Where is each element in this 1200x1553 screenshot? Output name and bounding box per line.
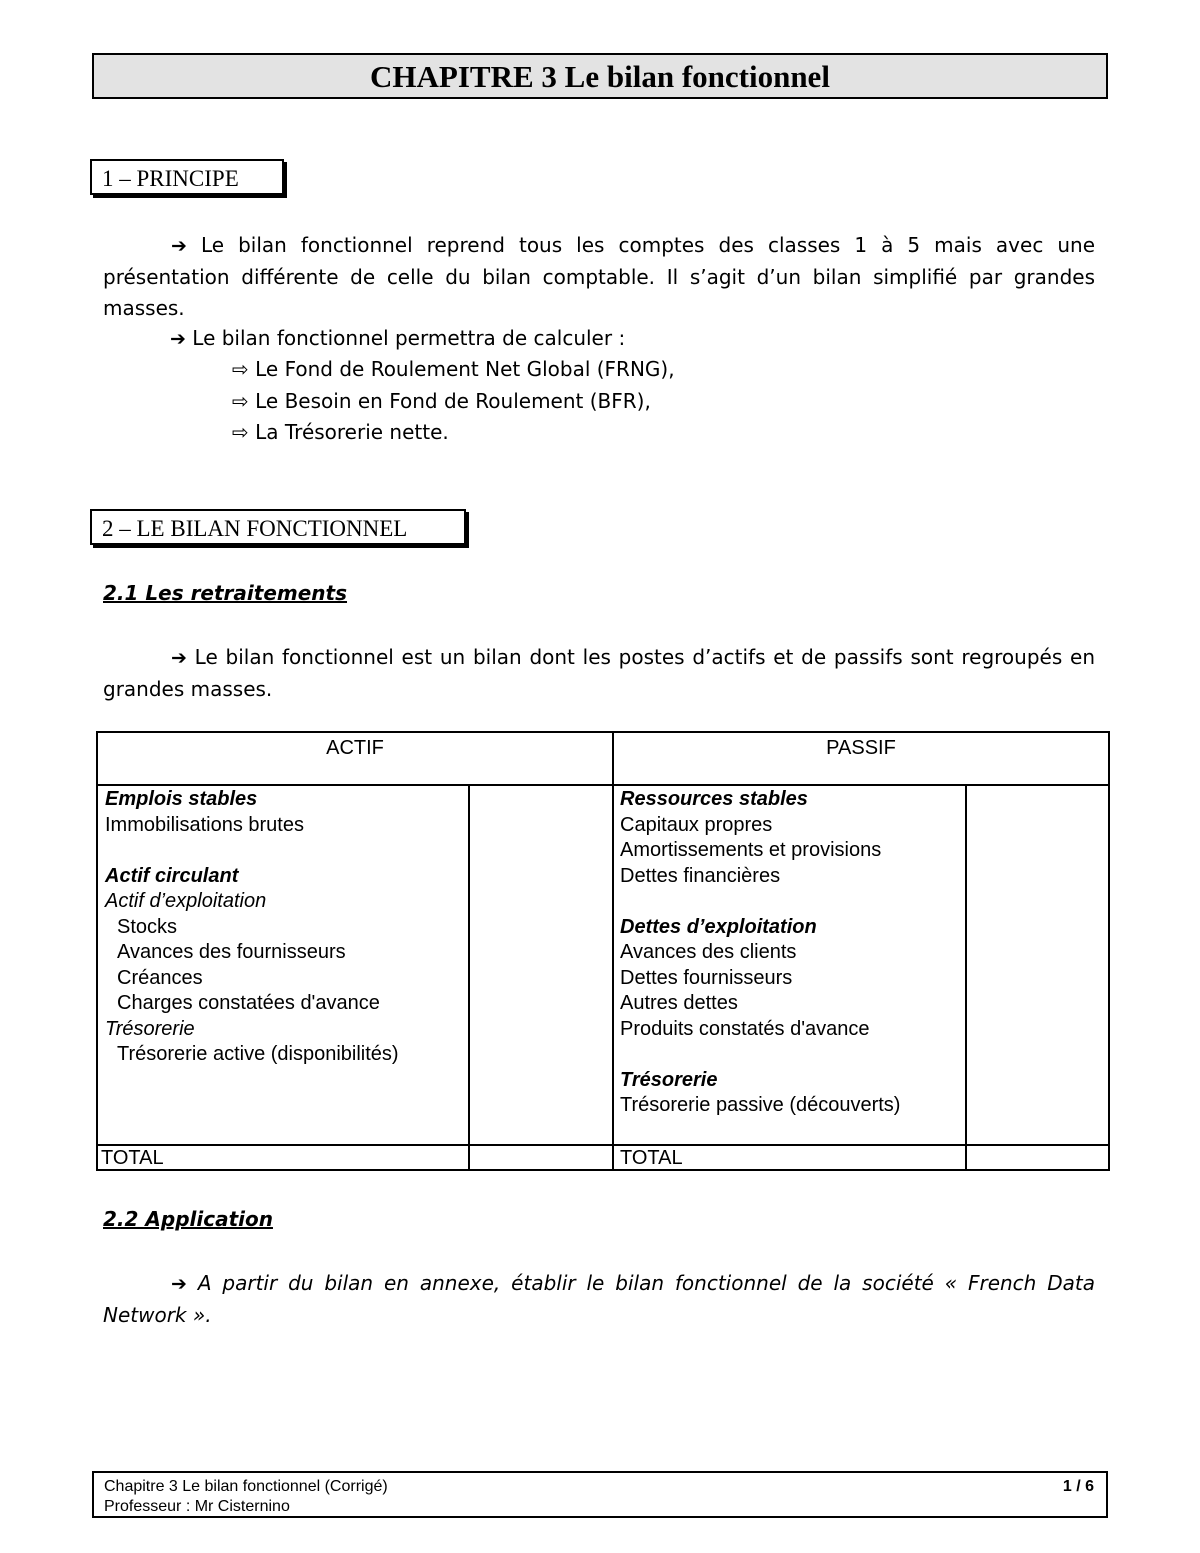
table-divider (98, 784, 1108, 786)
actif-header: ACTIF (326, 737, 384, 759)
page-title: CHAPITRE 3 Le bilan fonctionnel (370, 59, 830, 94)
subheading-retraitements: 2.1 Les retraitements (103, 581, 348, 605)
paragraph-retraitements (103, 642, 1095, 705)
paragraph-calculer-text: Le bilan fonctionnel permettra de calculer : (192, 326, 626, 350)
paragraph-application (103, 1268, 1095, 1331)
table-divider (965, 784, 967, 1169)
paragraph-retraitements-text: Le bilan fonctionnel est un bilan dont les postes d’actifs et de passifs sont regroupés en grandes masses. (103, 645, 1095, 701)
table-cell: Autres dettes (620, 992, 738, 1014)
table-cell: Dettes fournisseurs (620, 966, 793, 989)
page-title-box (92, 53, 1108, 99)
list-item (232, 354, 675, 385)
bilan-table (96, 731, 1110, 1171)
table-spacer (620, 1042, 900, 1068)
paragraph-principe-text: Le bilan fonctionnel reprend tous les comptes des classes 1 à 5 mais avec une présentation différente de celle du bilan comptable. Il s’agit d’un bilan simplifié par grandes masses. (103, 233, 1096, 320)
subheading-application: 2.2 Application (103, 1207, 273, 1231)
table-cell: Amortissements et provisions (620, 839, 882, 861)
table-cell: Actif circulant (105, 864, 239, 887)
table-cell: Créances (117, 966, 203, 989)
table-cell: Stocks (117, 915, 178, 938)
table-cell: Charges constatées d'avance (117, 992, 380, 1014)
page-number: 1 / 6 (1062, 1478, 1094, 1495)
passif-header: PASSIF (826, 737, 896, 759)
arrow-icon: ➔ (170, 328, 186, 350)
footer-chapter: Chapitre 3 Le bilan fonctionnel (Corrigé) (104, 1478, 388, 1495)
table-cell: Avances des clients (620, 941, 797, 963)
section-heading-bilan: 2 – LE BILAN FONCTIONNEL (90, 509, 466, 545)
table-cell: Produits constatés d'avance (620, 1017, 870, 1040)
table-cell: Trésorerie active (disponibilités) (117, 1043, 399, 1065)
actif-column (105, 787, 399, 1068)
table-cell: Dettes financières (620, 864, 781, 887)
table-spacer (620, 889, 900, 915)
arrow-icon: ➔ (171, 235, 187, 257)
table-cell: Dettes d’exploitation (620, 915, 817, 938)
paragraph-calculer (170, 323, 625, 355)
table-spacer (105, 838, 399, 864)
table-cell: Capitaux propres (620, 813, 773, 836)
table-cell: Emplois stables (105, 788, 258, 810)
arrow-icon: ➔ (171, 647, 187, 669)
passif-column (620, 787, 900, 1119)
hollow-arrow-icon: ⇨ (232, 357, 249, 381)
section-heading-principe: 1 – PRINCIPE (90, 159, 284, 195)
table-cell: Trésorerie (105, 1017, 195, 1040)
page-footer (92, 1471, 1108, 1518)
list-item-text: Le Besoin en Fond de Roulement (BFR), (255, 389, 651, 413)
list-item-text: La Trésorerie nette. (255, 420, 449, 444)
table-cell: Immobilisations brutes (105, 813, 304, 836)
hollow-arrow-icon: ⇨ (232, 389, 249, 413)
table-cell: Trésorerie passive (découverts) (620, 1094, 901, 1116)
list-item-text: Le Fond de Roulement Net Global (FRNG), (255, 357, 675, 381)
list-item (232, 386, 651, 417)
paragraph-application-text: A partir du bilan en annexe, établir le bilan fonctionnel de la société « French Data Network ». (103, 1271, 1096, 1327)
table-cell: Avances des fournisseurs (117, 941, 346, 963)
list-item (232, 417, 449, 448)
table-cell: Trésorerie (620, 1068, 718, 1091)
passif-total: TOTAL (620, 1147, 683, 1169)
hollow-arrow-icon: ⇨ (232, 420, 249, 444)
table-cell: Actif d’exploitation (105, 890, 267, 912)
actif-total: TOTAL (101, 1147, 164, 1169)
paragraph-principe (103, 230, 1095, 324)
table-cell: Ressources stables (620, 788, 808, 810)
footer-professor: Professeur : Mr Cisternino (104, 1498, 290, 1515)
table-divider (612, 733, 614, 1169)
table-divider (468, 784, 470, 1169)
arrow-icon: ➔ (171, 1273, 187, 1295)
table-divider (98, 1144, 1108, 1146)
